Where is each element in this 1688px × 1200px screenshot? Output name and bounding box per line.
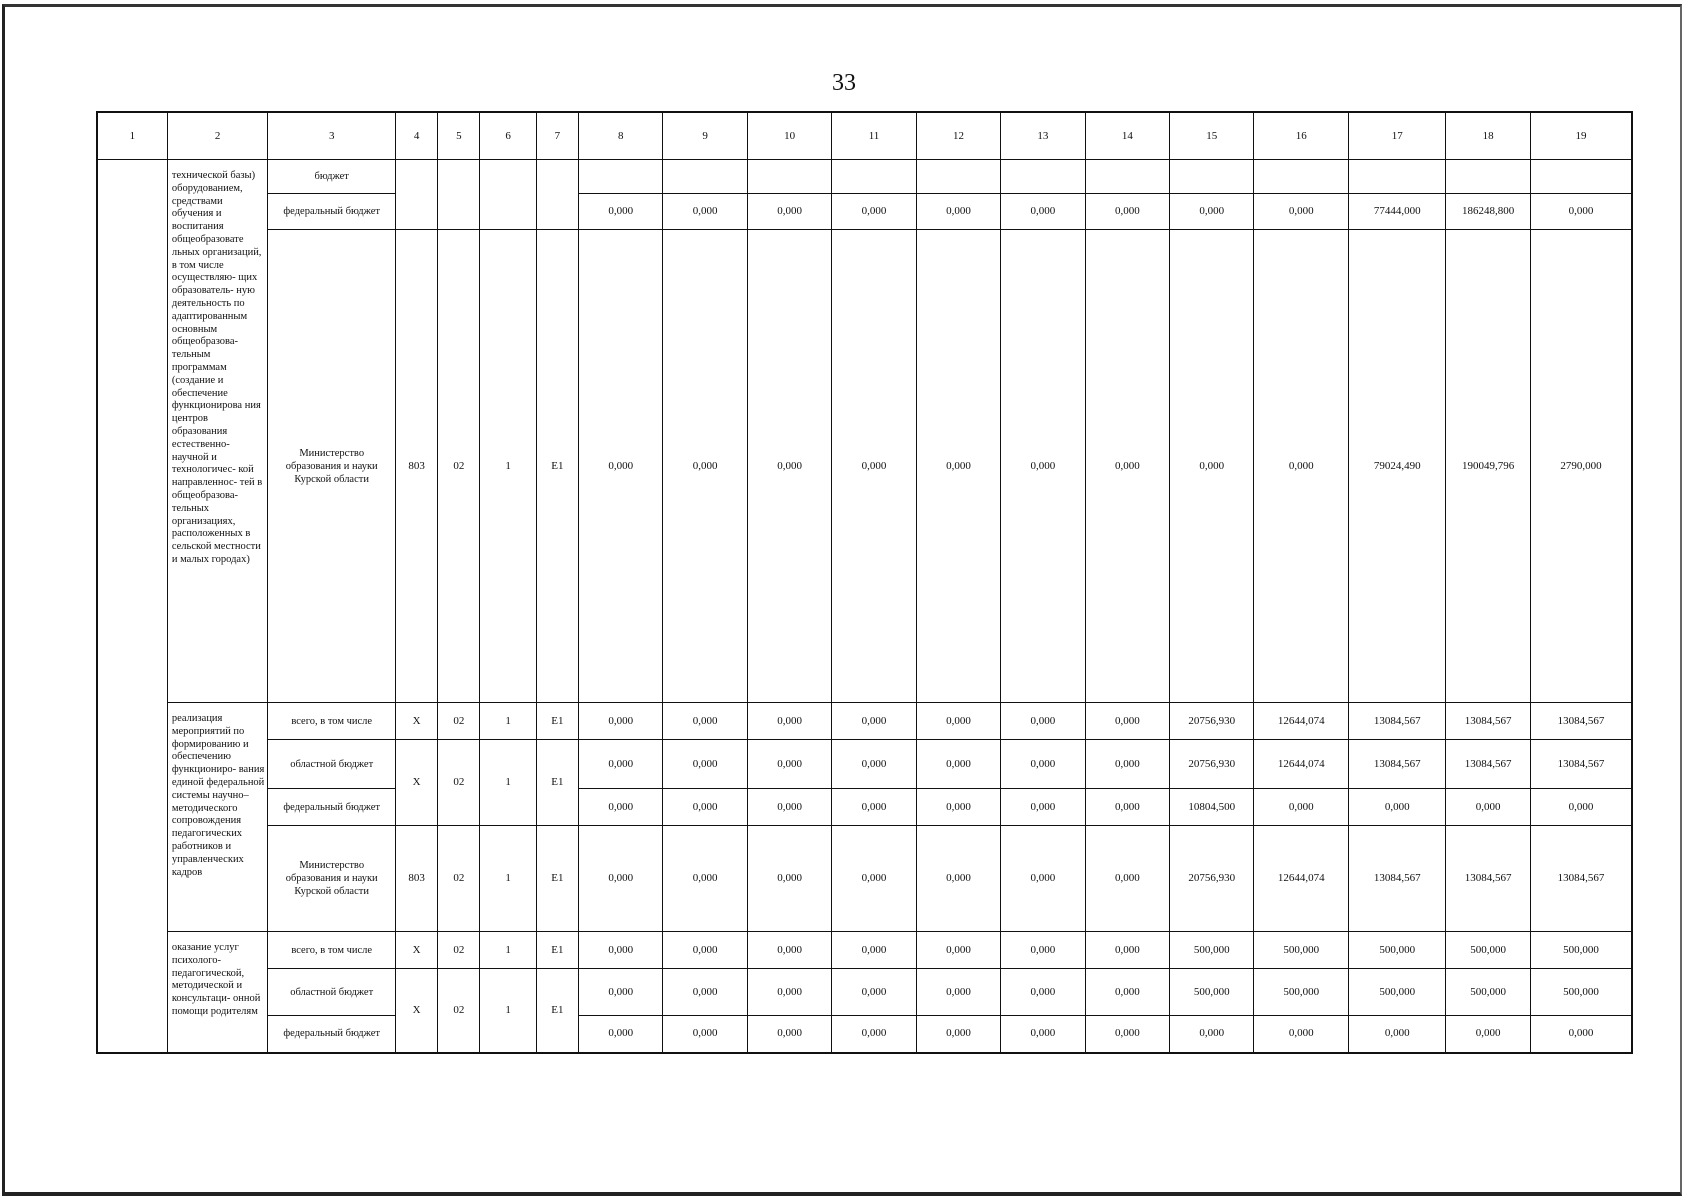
value-cell: 13084,567 [1446,826,1530,932]
column-header: 9 [663,112,747,160]
column-header: 15 [1170,112,1254,160]
value-cell: 0,000 [578,969,662,1016]
value-cell: 500,000 [1348,969,1446,1016]
budget-table [96,111,1633,1054]
value-cell: 0,000 [747,740,831,789]
value-cell: 0,000 [1254,194,1348,230]
value-cell: 0,000 [832,194,916,230]
column-header: 2 [167,112,268,160]
code-cell: 02 [438,826,480,932]
code-cell: 02 [438,740,480,826]
column-header: 3 [268,112,396,160]
value-cell: 20756,930 [1170,826,1254,932]
table-row [97,932,1632,969]
value-cell: 500,000 [1170,969,1254,1016]
value-cell: 12644,074 [1254,826,1348,932]
value-cell: 500,000 [1170,932,1254,969]
value-cell: 0,000 [1001,789,1085,826]
value-cell: 0,000 [578,740,662,789]
value-cell: 13084,567 [1446,740,1530,789]
value-cell: 500,000 [1446,969,1530,1016]
value-cell: 13084,567 [1530,703,1632,740]
value-cell: 0,000 [1085,230,1169,703]
value-cell: 12644,074 [1254,703,1348,740]
table-row [97,230,1632,703]
value-cell: 0,000 [832,1016,916,1053]
column-header: 5 [438,112,480,160]
value-cell [1254,160,1348,194]
value-cell: 20756,930 [1170,703,1254,740]
value-cell: 0,000 [578,703,662,740]
value-cell: 500,000 [1530,932,1632,969]
value-cell: 0,000 [1170,230,1254,703]
funding-source-cell: федеральный бюджет [268,789,396,826]
code-cell [396,160,438,230]
value-cell: 0,000 [663,230,747,703]
header-row [97,112,1632,160]
value-cell [1530,160,1632,194]
value-cell: 0,000 [747,826,831,932]
funding-source-cell: Министерство образования и науки Курской области [268,230,396,703]
value-cell [663,160,747,194]
value-cell [747,160,831,194]
page-number: 33 [832,70,856,96]
value-cell: 0,000 [832,826,916,932]
code-cell: Е1 [536,969,578,1053]
value-cell: 0,000 [1001,194,1085,230]
code-cell [480,160,536,230]
code-cell: Е1 [536,826,578,932]
value-cell: 0,000 [578,194,662,230]
value-cell: 0,000 [663,194,747,230]
value-cell: 0,000 [747,1016,831,1053]
funding-source-cell: Министерство образования и науки Курской области [268,826,396,932]
column-header: 7 [536,112,578,160]
code-cell: 02 [438,703,480,740]
column-header: 4 [396,112,438,160]
funding-source-cell: всего, в том числе [268,932,396,969]
value-cell: 0,000 [578,789,662,826]
code-cell: 1 [480,932,536,969]
value-cell: 0,000 [1085,969,1169,1016]
value-cell: 0,000 [832,740,916,789]
value-cell: 0,000 [1001,230,1085,703]
column-header: 17 [1348,112,1446,160]
value-cell: 13084,567 [1348,826,1446,932]
value-cell: 0,000 [916,932,1000,969]
table-row [97,740,1632,789]
code-cell: 803 [396,230,438,703]
value-cell: 0,000 [1001,740,1085,789]
table-row [97,703,1632,740]
value-cell: 0,000 [1001,969,1085,1016]
value-cell: 10804,500 [1170,789,1254,826]
value-cell: 0,000 [1001,703,1085,740]
value-cell: 0,000 [1170,1016,1254,1053]
column-header: 11 [832,112,916,160]
table-row [97,160,1632,194]
value-cell: 500,000 [1530,969,1632,1016]
value-cell: 0,000 [832,789,916,826]
code-cell: Е1 [536,703,578,740]
table-row [97,194,1632,230]
value-cell: 0,000 [1348,789,1446,826]
funding-source-cell: всего, в том числе [268,703,396,740]
code-cell: Х [396,932,438,969]
event-name-cell: технической базы) оборудованием, средствами обучения и воспитания общеобразовате льных организаций, в том числе осуществляю- щих образователь- ную деятельность по адаптированным основным общеобразова- тельным программам (создание и обеспечение функционирова ния центров образования естественно- научной и технологичес- кой направленнос- тей в общеобразова- тельных организациях, расположенных в сельской местности и малых городах) [167,160,268,703]
value-cell: 0,000 [663,932,747,969]
value-cell: 13084,567 [1446,703,1530,740]
value-cell: 0,000 [916,969,1000,1016]
value-cell: 0,000 [1170,194,1254,230]
table-row [97,969,1632,1016]
value-cell: 0,000 [832,230,916,703]
value-cell: 77444,000 [1348,194,1446,230]
table-row [97,1016,1632,1053]
value-cell: 0,000 [1446,789,1530,826]
value-cell: 0,000 [1001,826,1085,932]
column-header: 1 [97,112,167,160]
value-cell: 0,000 [663,826,747,932]
column-header: 16 [1254,112,1348,160]
value-cell: 500,000 [1254,969,1348,1016]
value-cell: 0,000 [663,703,747,740]
value-cell: 13084,567 [1530,826,1632,932]
value-cell: 0,000 [1530,789,1632,826]
value-cell: 13084,567 [1348,740,1446,789]
code-cell: Е1 [536,932,578,969]
value-cell: 0,000 [916,194,1000,230]
value-cell: 186248,800 [1446,194,1530,230]
code-cell: 1 [480,826,536,932]
value-cell: 0,000 [1254,1016,1348,1053]
column-header: 19 [1530,112,1632,160]
value-cell [1170,160,1254,194]
value-cell: 0,000 [663,740,747,789]
value-cell: 0,000 [1446,1016,1530,1053]
row-number-cell [97,160,167,1053]
funding-source-cell: областной бюджет [268,969,396,1016]
value-cell [1348,160,1446,194]
value-cell: 2790,000 [1530,230,1632,703]
code-cell: 1 [480,740,536,826]
value-cell: 0,000 [916,230,1000,703]
value-cell: 500,000 [1446,932,1530,969]
value-cell: 0,000 [916,789,1000,826]
value-cell: 0,000 [578,932,662,969]
value-cell: 0,000 [578,230,662,703]
column-header: 6 [480,112,536,160]
value-cell [1446,160,1530,194]
value-cell: 0,000 [747,194,831,230]
value-cell: 79024,490 [1348,230,1446,703]
column-header: 8 [578,112,662,160]
code-cell [536,160,578,230]
value-cell: 0,000 [663,969,747,1016]
column-header: 13 [1001,112,1085,160]
value-cell: 0,000 [747,969,831,1016]
code-cell: 02 [438,932,480,969]
column-header: 18 [1446,112,1530,160]
value-cell [916,160,1000,194]
code-cell: Х [396,969,438,1053]
value-cell: 0,000 [1530,1016,1632,1053]
column-header: 12 [916,112,1000,160]
column-header: 10 [747,112,831,160]
code-cell: Х [396,740,438,826]
value-cell: 0,000 [1085,740,1169,789]
value-cell: 0,000 [747,703,831,740]
code-cell: 1 [480,969,536,1053]
value-cell: 0,000 [1530,194,1632,230]
funding-source-cell: федеральный бюджет [268,1016,396,1053]
code-cell: 1 [480,703,536,740]
value-cell: 0,000 [663,1016,747,1053]
value-cell: 20756,930 [1170,740,1254,789]
code-cell: Е1 [536,230,578,703]
code-cell: Х [396,703,438,740]
value-cell: 0,000 [1085,932,1169,969]
value-cell: 190049,796 [1446,230,1530,703]
value-cell: 0,000 [1254,230,1348,703]
value-cell: 0,000 [1001,932,1085,969]
value-cell [578,160,662,194]
value-cell: 0,000 [832,703,916,740]
code-cell: Е1 [536,740,578,826]
funding-source-cell: бюджет [268,160,396,194]
code-cell: 803 [396,826,438,932]
value-cell: 500,000 [1348,932,1446,969]
value-cell: 0,000 [578,1016,662,1053]
value-cell: 0,000 [1254,789,1348,826]
value-cell: 0,000 [916,740,1000,789]
value-cell: 0,000 [1085,703,1169,740]
value-cell: 0,000 [832,932,916,969]
table-row [97,826,1632,932]
event-name-cell: оказание услуг психолого- педагогической, методической и консультаци- онной помощи родителям [167,932,268,1053]
table-row [97,789,1632,826]
code-cell [438,160,480,230]
value-cell: 12644,074 [1254,740,1348,789]
value-cell: 0,000 [832,969,916,1016]
value-cell [832,160,916,194]
value-cell: 0,000 [578,826,662,932]
funding-source-cell: федеральный бюджет [268,194,396,230]
value-cell: 0,000 [747,230,831,703]
value-cell: 0,000 [1348,1016,1446,1053]
value-cell: 0,000 [916,703,1000,740]
value-cell: 0,000 [1085,1016,1169,1053]
value-cell: 0,000 [663,789,747,826]
column-header: 14 [1085,112,1169,160]
value-cell: 0,000 [916,1016,1000,1053]
value-cell: 0,000 [916,826,1000,932]
value-cell: 0,000 [747,789,831,826]
code-cell: 02 [438,969,480,1053]
value-cell: 0,000 [1085,789,1169,826]
event-name-cell: реализация мероприятий по формированию и обеспечению функциониро- вания единой федеральной системы научно– методического сопровождения педагогических работников и управленческих кадров [167,703,268,932]
funding-source-cell: областной бюджет [268,740,396,789]
value-cell: 500,000 [1254,932,1348,969]
value-cell: 0,000 [747,932,831,969]
value-cell [1085,160,1169,194]
value-cell: 13084,567 [1530,740,1632,789]
value-cell: 13084,567 [1348,703,1446,740]
code-cell: 02 [438,230,480,703]
value-cell: 0,000 [1085,826,1169,932]
value-cell [1001,160,1085,194]
value-cell: 0,000 [1001,1016,1085,1053]
value-cell: 0,000 [1085,194,1169,230]
code-cell: 1 [480,230,536,703]
